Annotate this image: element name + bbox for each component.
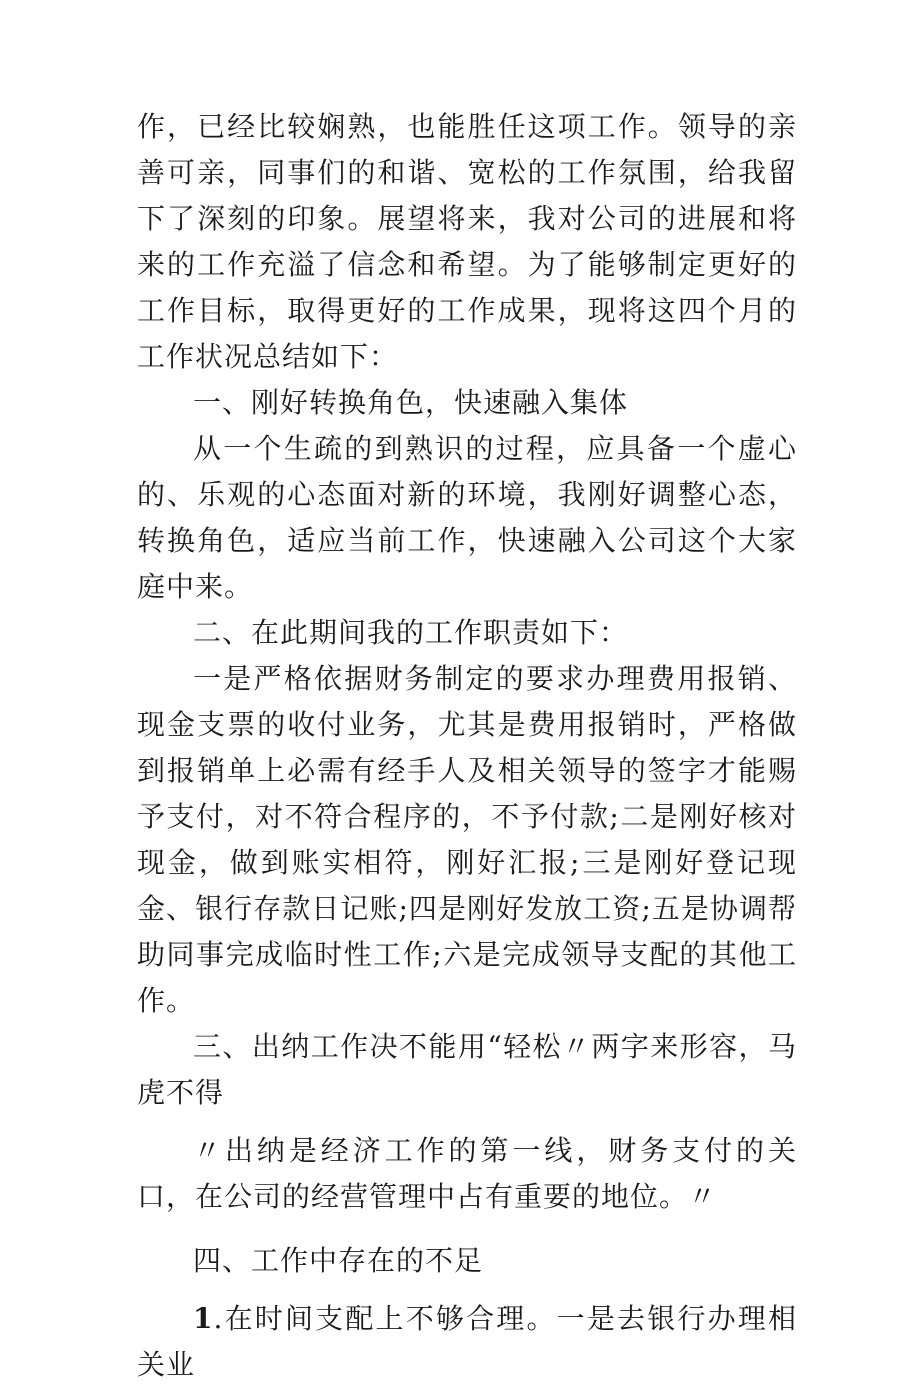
- section-1-paragraph: 从一个生疏的到熟识的过程，应具备一个虚心的、乐观的心态面对新的环境，我刚好调整心态，转换角色，适应当前工作，快速融入公司这个大家庭中来。: [137, 432, 797, 603]
- section-2-paragraph: 一是严格依据财务制定的要求办理费用报销、现金支票的收付业务，尤其是费用报销时，严格做到报销单上必需有经手人及相关领导的签字才能赐予支付，对不符合程序的，不予付款;二是刚好核对现金，做到账实相符，刚好汇报;三是刚好登记现金、银行存款日记账;四是刚好发放工资;五是协调帮助同事完成临时性工作;六是完成领导支配的其他工作。: [137, 662, 797, 1017]
- list-item-number: 1: [193, 1302, 214, 1335]
- section-heading-4: 四、工作中存在的不足: [193, 1244, 484, 1277]
- list-item-text: .在时间支配上不够合理。一是去银行办理相关业: [137, 1302, 797, 1381]
- section-heading-2: 二、在此期间我的工作职责如下：: [193, 616, 629, 649]
- list-item-1: [137, 1296, 797, 1388]
- document-body: [137, 104, 797, 1388]
- section-3-paragraph: 〃出纳是经济工作的第一线，财务支付的关口，在公司的经营管理中占有重要的地位。〃: [137, 1134, 797, 1213]
- intro-paragraph: 作，已经比较娴熟，也能胜任这项工作。领导的亲善可亲，同事们的和谐、宽松的工作氛围，给我留下了深刻的印象。展望将来，我对公司的进展和将来的工作充溢了信念和希望。为了能够制定更好的工作目标，取得更好的工作成果，现将这四个月的工作状况总结如下：: [137, 110, 797, 373]
- section-heading-1: 一、刚好转换角色，快速融入集体: [193, 386, 629, 419]
- section-heading-3: 三、出纳工作决不能用“轻松〃两字来形容，马虎不得: [137, 1030, 797, 1109]
